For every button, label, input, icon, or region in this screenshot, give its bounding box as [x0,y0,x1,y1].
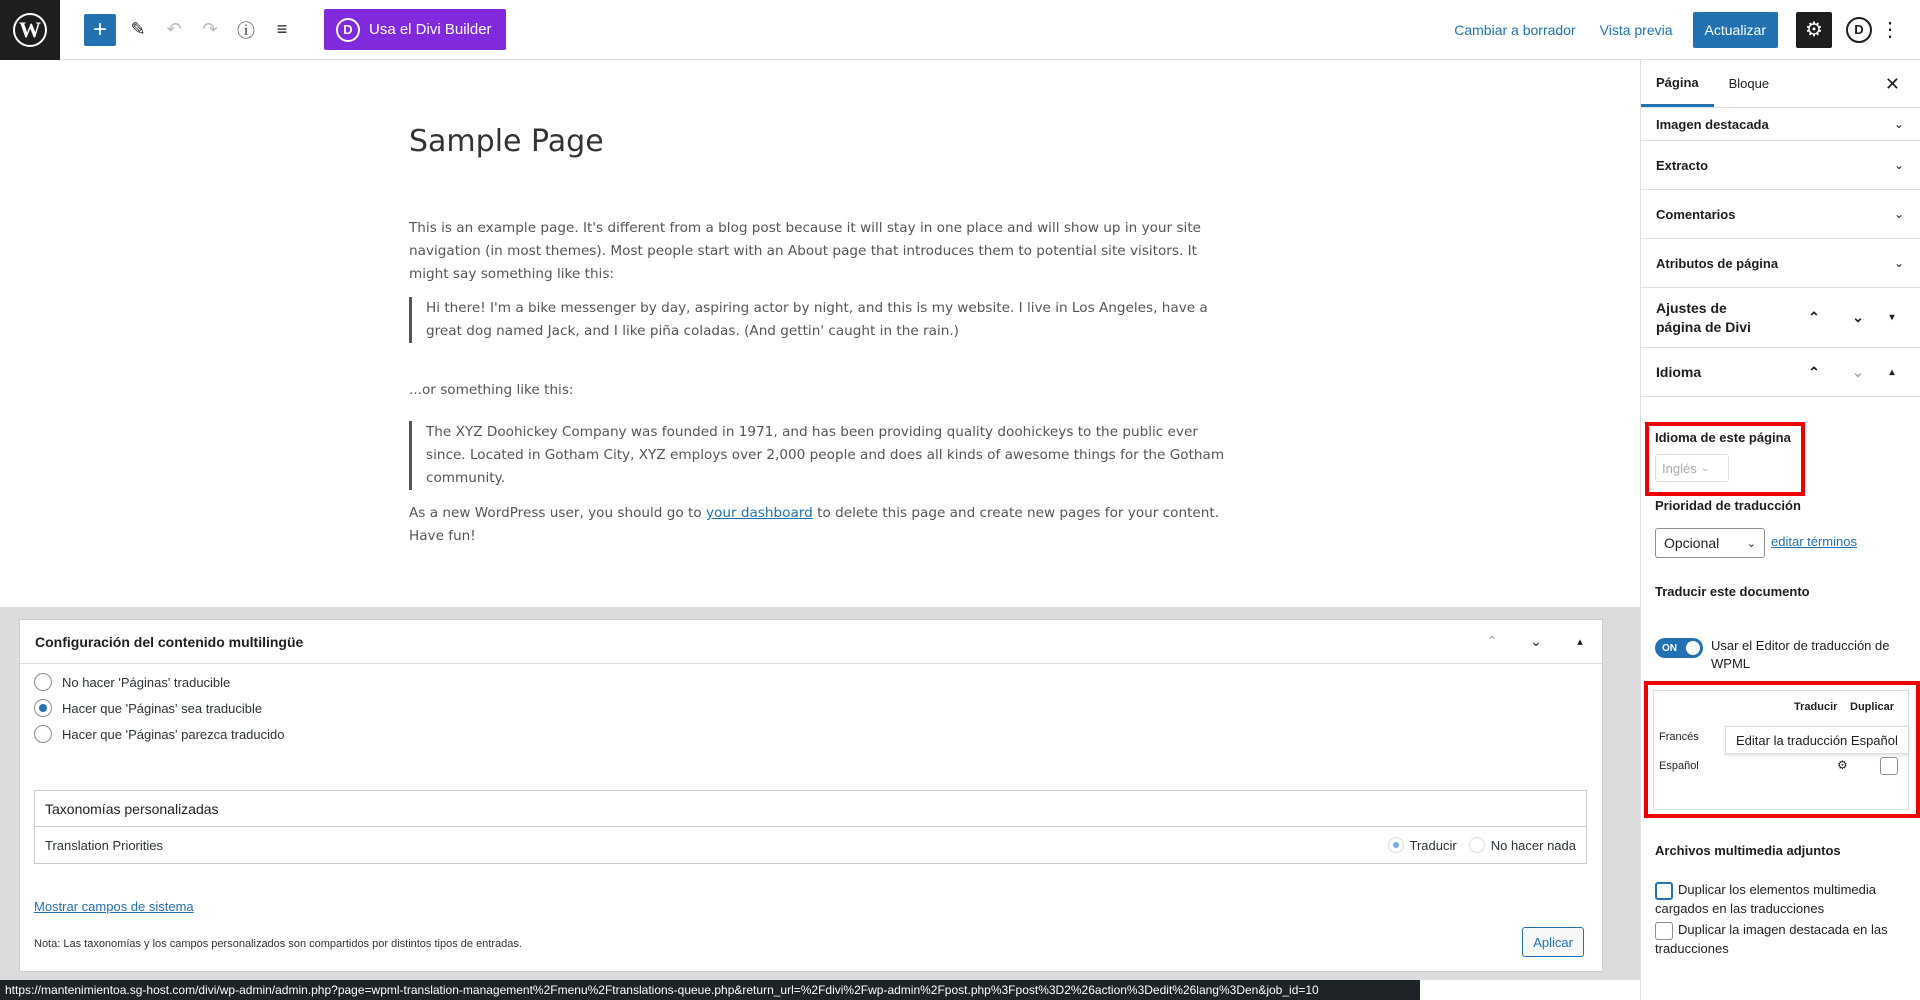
radio-option[interactable] [20,721,1602,747]
quote-block[interactable]: The XYZ Doohickey Company was founded in 1971, and has been providing quality doohickeys to the public ever since. Located in Gotham City, XYZ employs over 2,000 people and does all kinds of awesome things for the Gotham community. [409,421,1231,490]
edit-terms-link[interactable]: editar términos [1771,534,1857,549]
panel-language[interactable] [1641,348,1920,397]
wordpress-logo-button[interactable] [0,0,60,60]
priority-select-value: Opcional [1664,535,1720,551]
move-up-icon[interactable]: ⌃ [1808,309,1820,325]
chevron-down-icon: ⌄ [1700,462,1710,474]
move-down-icon[interactable]: ⌄ [1852,363,1864,380]
info-icon[interactable]: ⓘ [237,20,255,41]
translations-highlight-box [1644,681,1920,818]
taxonomy-name: Translation Priorities [45,837,164,853]
radio-label: Hacer que 'Páginas' parezca traducido [62,726,285,742]
duplicate-featured-option[interactable] [1655,921,1905,958]
language-spanish: Español [1659,760,1699,772]
editor-toolbar [0,0,1920,60]
multilingual-settings-metabox [19,619,1603,972]
editor-canvas [0,60,1640,607]
divi-logo-icon: D [336,18,360,42]
divi-builder-label: Usa el Divi Builder [369,21,492,38]
wordpress-logo-icon: W [13,13,47,47]
chevron-down-icon: ⌄ [1746,537,1756,550]
translation-editor-toggle[interactable]: ON [1655,638,1703,658]
metabox-header [20,620,1602,664]
toggle-panel-icon[interactable]: ▴ [1577,636,1583,648]
chevron-down-icon: ⌄ [1893,117,1904,131]
move-down-icon[interactable]: ⌄ [1530,633,1542,649]
radio-button[interactable] [34,699,52,717]
chevron-down-icon: ⌄ [1893,256,1904,270]
move-up-icon[interactable]: ⌃ [1808,363,1820,380]
taxonomy-table [34,790,1587,864]
language-select-value: Inglés [1662,460,1697,476]
translate-radio[interactable] [1388,837,1404,853]
edit-translation-tooltip: Editar la traducción Español [1725,726,1909,754]
duplicate-media-option[interactable] [1655,881,1905,918]
paragraph-block[interactable]: ...or something like this: [409,382,574,398]
duplicate-media-checkbox[interactable] [1655,882,1673,900]
panel-label: Imagen destacada [1656,116,1769,132]
do-nothing-label: No hacer nada [1490,837,1576,853]
dashboard-link[interactable]: your dashboard [706,505,813,521]
quote-block[interactable]: Hi there! I'm a bike messenger by day, aspiring actor by night, and this is my website. I live in Los Angeles, have a great dog named Jack, and I like piña coladas. (And gettin' caught in the rain.) [409,297,1231,343]
metabox-note: Nota: Las taxonomías y los campos personalizados son compartidos por distintos tipos de entradas. [34,938,522,950]
paragraph-block[interactable] [409,502,1231,548]
apply-button[interactable]: Aplicar [1522,927,1584,957]
switch-to-draft-button[interactable]: Cambiar a borrador [1454,21,1576,38]
panel-excerpt[interactable] [1641,141,1920,190]
chevron-down-icon: ⌄ [1893,158,1904,172]
duplicate-column-header: Duplicar [1850,701,1895,713]
taxonomy-table-header: Taxonomías personalizadas [35,791,1586,827]
translation-editor-label: Usar el Editor de traducción de WPML [1711,638,1890,671]
language-french: Francés [1659,731,1699,743]
edit-tool-icon[interactable]: ✎ [130,19,146,39]
table-row [35,827,1586,863]
panel-featured-image[interactable] [1641,108,1920,141]
panel-label: Extracto [1656,157,1709,173]
more-options-icon[interactable]: ⋮ [1880,19,1900,41]
duplicate-featured-label: Duplicar la imagen destacada en las traducciones [1655,922,1888,956]
undo-icon[interactable]: ↶ [166,19,182,39]
sidebar-tabs [1641,60,1920,108]
translations-table [1653,690,1909,810]
radio-label: Hacer que 'Páginas' sea traducible [62,700,263,716]
add-block-button[interactable]: + [84,14,116,46]
gear-icon[interactable]: ⚙ [1837,758,1848,772]
radio-label: No hacer 'Páginas' traducible [62,674,231,690]
panel-page-attributes[interactable] [1641,239,1920,288]
settings-sidebar [1640,60,1920,1000]
move-up-icon[interactable]: ⌃ [1486,633,1498,649]
toggle-panel-icon[interactable]: ▴ [1889,366,1895,378]
toggle-panel-icon[interactable]: ▾ [1889,312,1895,323]
move-down-icon[interactable]: ⌄ [1852,309,1864,325]
status-url-bar: https://mantenimientoa.sg-host.com/divi/wp-admin/admin.php?page=wpml-translation-management%2Fmenu%2Ftranslations-queue.php&return_url=%2Fdivi%2Fwp-admin%2Fpost.php%3Fpost%3D2%26action%3Dedit%26lang%3Den&job_id=10 [0,980,1420,1000]
language-highlight-box [1645,422,1805,496]
radio-option[interactable] [20,695,1602,721]
panel-comments[interactable] [1641,190,1920,239]
tab-page[interactable]: Página [1641,60,1714,107]
chevron-down-icon: ⌄ [1893,207,1904,221]
do-nothing-radio[interactable] [1469,837,1485,853]
translate-column-header: Traducir [1794,701,1838,713]
update-button[interactable]: Actualizar [1693,12,1778,48]
priority-label: Prioridad de traducción [1655,498,1801,513]
duplicate-checkbox[interactable] [1880,757,1898,775]
preview-button[interactable]: Vista previa [1599,21,1673,38]
panel-label: Idioma [1656,364,1702,380]
show-system-fields-link[interactable]: Mostrar campos de sistema [34,899,194,914]
metabox-title: Configuración del contenido multilingüe [35,633,304,650]
settings-gear-icon[interactable]: ⚙ [1796,12,1832,48]
panel-divi-settings[interactable] [1641,288,1920,348]
divi-icon[interactable]: D [1846,17,1872,43]
page-title[interactable]: Sample Page [409,124,604,159]
tab-block[interactable]: Bloque [1728,76,1770,91]
translate-doc-label: Traducir este documento [1655,584,1810,599]
list-view-icon[interactable]: ≡ [276,19,288,39]
close-icon[interactable]: ✕ [1884,74,1900,94]
duplicate-featured-checkbox[interactable] [1655,922,1673,940]
duplicate-media-label: Duplicar los elementos multimedia cargados en las traducciones [1655,882,1876,916]
radio-button[interactable] [34,725,52,743]
paragraph-text: to delete this page and create new pages for your content. Have fun! [409,505,1220,544]
translate-label: Traducir [1409,837,1457,853]
redo-icon[interactable]: ↷ [202,19,218,39]
paragraph-text: As a new WordPress user, you should go to [409,505,706,521]
divi-builder-button[interactable] [324,9,506,50]
panel-label: Atributos de página [1656,255,1779,271]
attachments-label: Archivos multimedia adjuntos [1655,843,1841,858]
priority-select[interactable] [1655,528,1765,558]
paragraph-block[interactable]: This is an example page. It's different from a blog post because it will stay in one place and will show up in your site navigation (in most themes). Most people start with an About page that introduces them to potential site visitors. It might say something like this: [409,220,1202,282]
metabox-area [0,607,1640,980]
radio-button[interactable] [34,673,52,691]
panel-label: Comentarios [1656,206,1736,222]
panel-label: Ajustes de página de Divi [1656,299,1751,335]
language-label: Idioma de este página [1655,430,1791,445]
radio-option[interactable] [20,669,1602,695]
language-select[interactable] [1655,454,1729,482]
